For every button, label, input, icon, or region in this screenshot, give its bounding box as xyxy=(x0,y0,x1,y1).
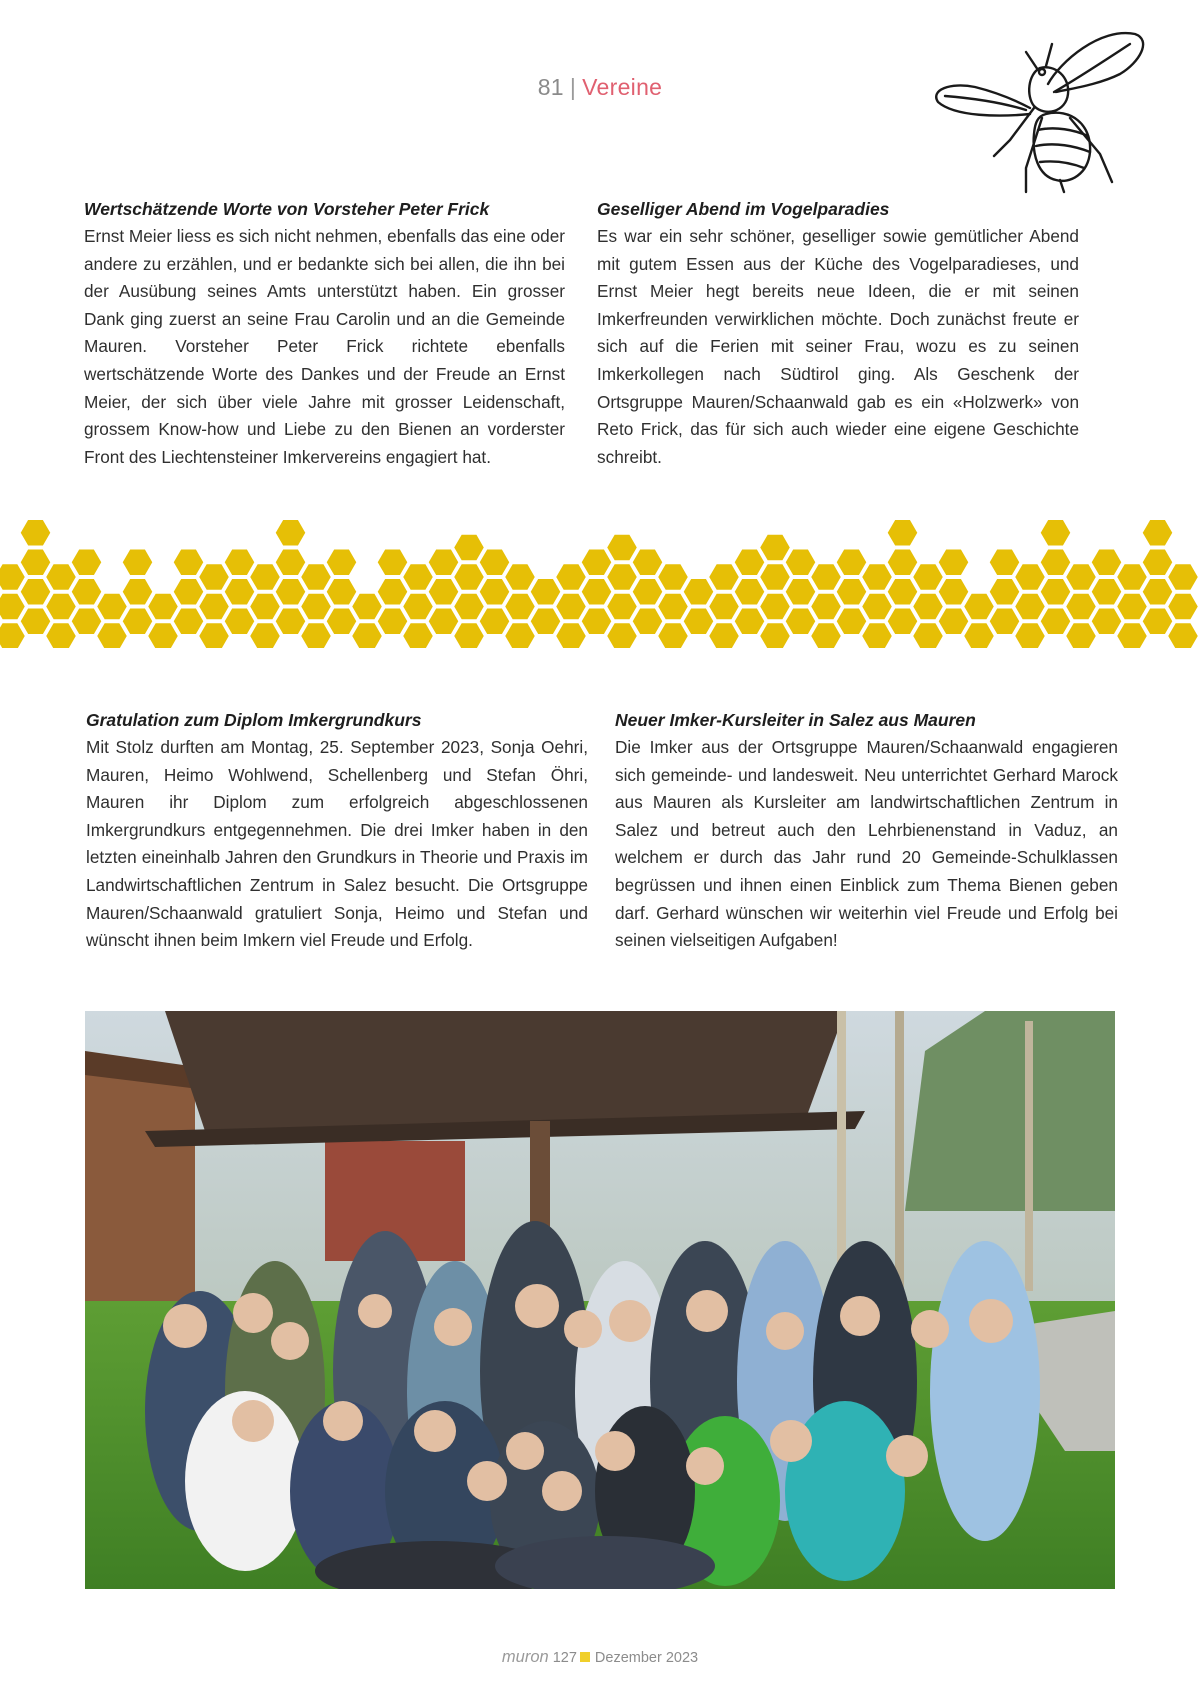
article-course-leader xyxy=(615,707,1118,955)
honeycomb-cell xyxy=(1167,592,1200,621)
bee-icon xyxy=(930,22,1160,207)
page-footer xyxy=(0,1648,1200,1667)
section-title: Vereine xyxy=(582,74,663,100)
article-heading: Geselliger Abend im Vogelparadies xyxy=(597,199,890,219)
honeycomb-band xyxy=(0,520,1200,648)
article-body: Mit Stolz durften am Montag, 25. September 2023, Sonja Oehri, Mauren, Heimo Wohlwend, Schellenberg und Stefan Öhri, Mauren ihr Diplom zum erfolgreich abgeschlossenen Imkergrundkurs entgegennehmen. Die drei Imker haben in den letzten eineinhalb Jahren den Grundkurs in Theorie und Praxis im Landwirtschaftlichen Zentrum in Salez besucht. Die Ortsgruppe Mauren/Schaanwald gratuliert Sonja, Heimo und Stefan und wünscht ihnen beim Imkern viel Freude und Erfolg. xyxy=(86,737,588,951)
group-photo xyxy=(85,1011,1115,1589)
article-appreciation xyxy=(84,196,565,471)
header-separator: | xyxy=(569,74,577,100)
article-evening xyxy=(597,196,1079,471)
honeycomb-cell xyxy=(886,520,919,547)
issue-date: Dezember 2023 xyxy=(594,1650,699,1666)
magazine-brand: muron xyxy=(501,1648,549,1666)
honeycomb-cell xyxy=(70,548,103,577)
issue-number: 127 xyxy=(552,1650,577,1666)
honeycomb-cell xyxy=(937,548,970,577)
honeycomb-cell xyxy=(1167,563,1200,592)
honeycomb-cell xyxy=(1141,520,1174,547)
honeycomb-cell xyxy=(274,520,307,547)
article-body: Es war ein sehr schöner, geselliger sowie gemütlicher Abend mit gutem Essen aus der Küche des Vogelparadieses, und Ernst Meier hegt bereits neue Ideen, die er mit seinen Imkerfreunden verwirklichen möchte. Doch zunächst freute er sich auf die Ferien mit seiner Frau, wozu es zu seinen Imkerkollegen nach Südtirol ging. Als Geschenk der Ortsgruppe Mauren/Schaanwald gab es ein «Holzwerk» von Reto Frick, das für sich auch wieder eine eigene Geschichte schreibt. xyxy=(597,226,1079,467)
article-body: Die Imker aus der Ortsgruppe Mauren/Schaanwald engagieren sich gemeinde- und landesweit. Neu unterrichtet Gerhard Marock aus Mauren als Kursleiter am landwirtschaftlichen Zentrum in Salez und betreut auch den Lehrbienenstand in Vaduz, an welchem er durch das Jahr rund 20 Gemeinde-Schulklassen begrüssen und ihnen einen Einblick zum Thema Bienen geben darf. Gerhard wünschen wir weiterhin viel Freude und Erfolg bei seinen vielseitigen Aufgaben! xyxy=(615,737,1118,951)
honeycomb-cell xyxy=(1167,622,1200,648)
article-heading: Wertschätzende Worte von Vorsteher Peter Frick xyxy=(84,199,490,219)
article-diploma xyxy=(86,707,588,955)
square-icon xyxy=(580,1652,590,1662)
page-number: 81 xyxy=(537,74,564,100)
article-heading: Gratulation zum Diplom Imkergrundkurs xyxy=(86,710,422,730)
article-heading: Neuer Imker-Kursleiter in Salez aus Mauren xyxy=(615,710,976,730)
honeycomb-cell xyxy=(121,548,154,577)
honeycomb-cell xyxy=(19,520,52,547)
honeycomb-cell xyxy=(1039,520,1072,547)
article-body: Ernst Meier liess es sich nicht nehmen, ebenfalls das eine oder andere zu erzählen, und er bedankte sich bei allen, die ihn bei der Ausübung seines Amts unterstützt haben. Ein grosser Dank ging zuerst an seine Frau Carolin und an die Gemeinde Mauren. Vorsteher Peter Frick richtete ebenfalls wertschätzende Worte des Dankes und der Freude an Ernst Meier, der sich über viele Jahre mit grosser Leidenschaft, grossem Know-how und Liebe zu den Bienen an vorderster Front des Liechtensteiner Imkervereins engagiert hat. xyxy=(84,226,565,467)
honeycomb-cell xyxy=(325,548,358,577)
